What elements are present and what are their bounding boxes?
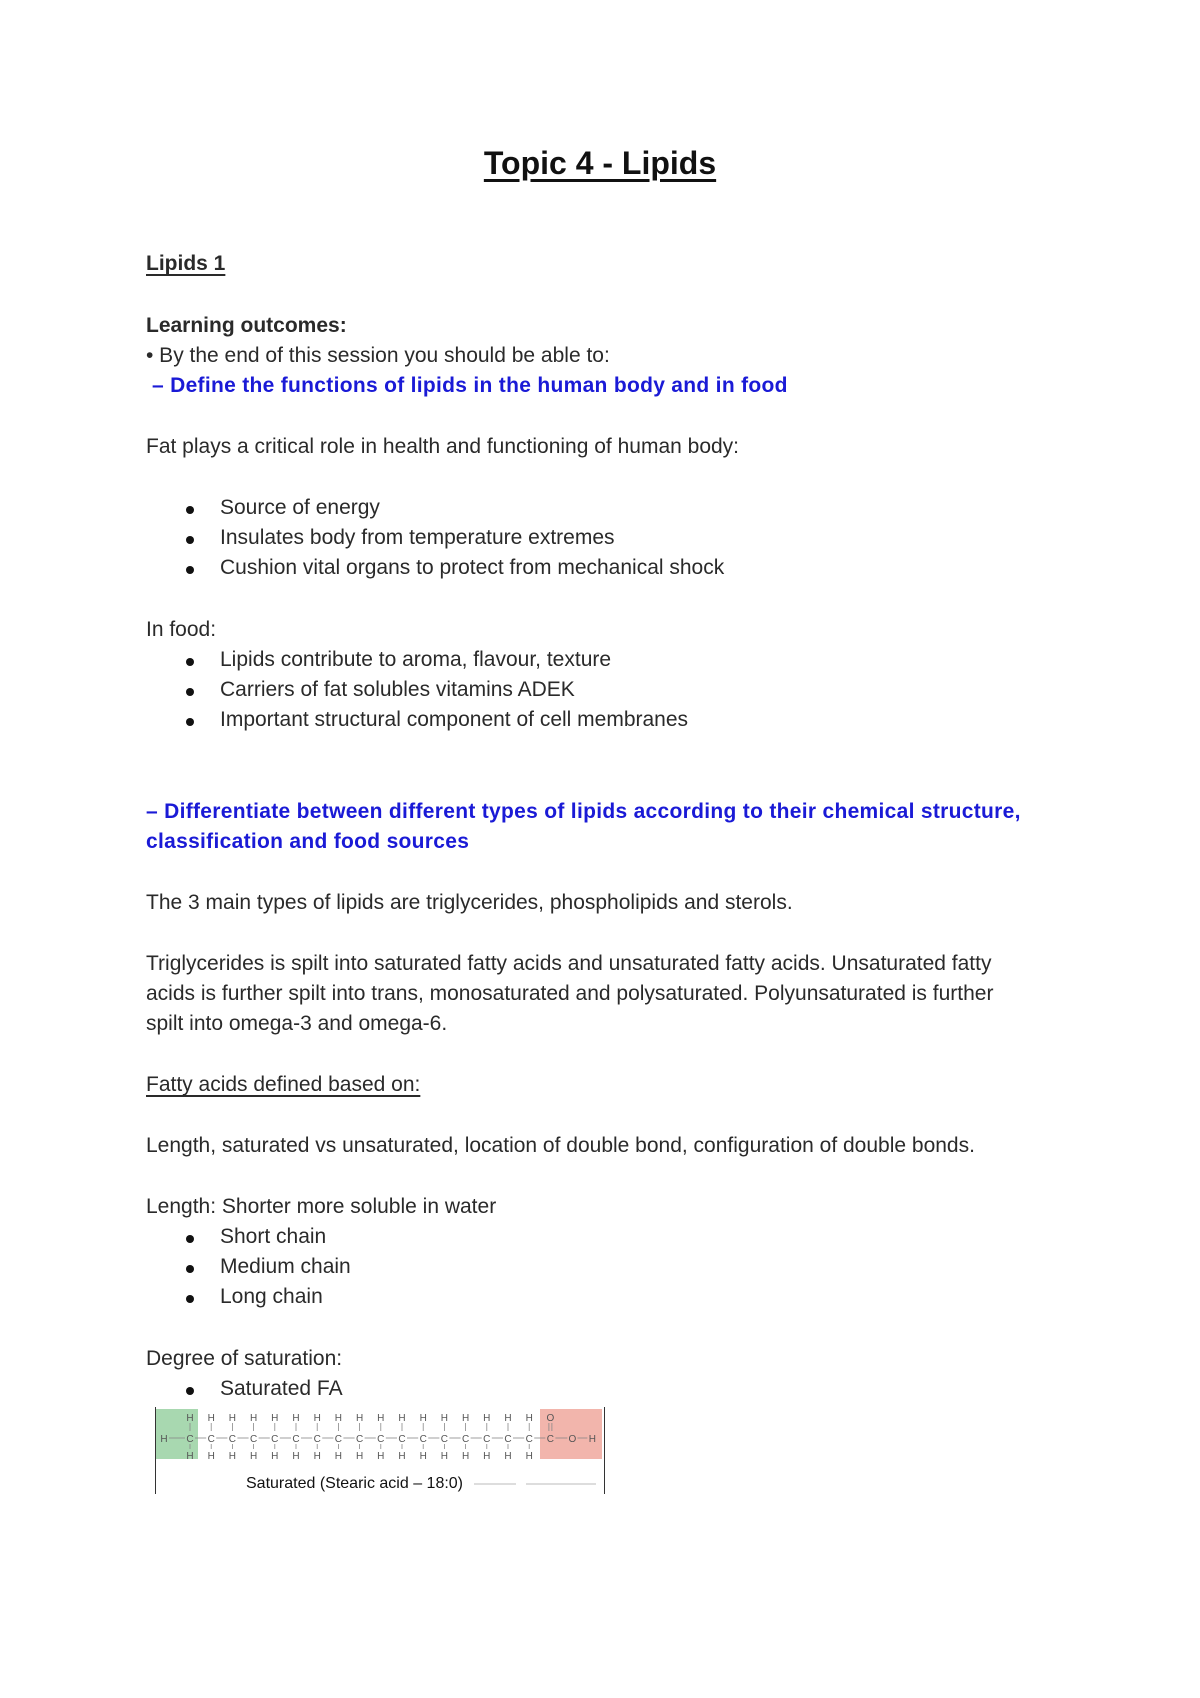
atom-h: H — [271, 1451, 279, 1462]
section-heading-lipids-1: Lipids 1 — [146, 252, 226, 275]
list-item: Medium chain — [220, 1255, 351, 1278]
list-item: Lipids contribute to aroma, flavour, texture — [220, 648, 612, 671]
atom-c: C — [355, 1434, 364, 1445]
fat-intro: Fat plays a critical role in health and functioning of human body: — [146, 435, 740, 458]
atom-h: H — [398, 1413, 406, 1424]
atom-o: O — [546, 1413, 555, 1424]
atom-h: H — [483, 1413, 491, 1424]
atom-h: H — [525, 1451, 533, 1462]
learning-outcomes-label: Learning outcomes: — [146, 314, 347, 337]
atom-h: H — [186, 1413, 194, 1424]
list-item: Long chain — [220, 1285, 323, 1308]
bullet-icon — [186, 536, 194, 544]
atom-c: C — [525, 1434, 533, 1445]
atom-h: H — [292, 1413, 300, 1424]
atom-h: H — [504, 1413, 512, 1424]
in-food-label: In food: — [146, 618, 217, 641]
list-item: Source of energy — [220, 496, 380, 519]
atom-h: H — [461, 1413, 470, 1424]
list-item: Important structural component of cell membranes — [220, 708, 689, 731]
atom-o: O — [568, 1434, 577, 1445]
atom-c: C — [271, 1434, 279, 1445]
outcome-2-line-1: – Differentiate between different types of lipids according to their chemical structure, — [146, 800, 1021, 823]
atom-h: H — [398, 1451, 406, 1462]
atom-h: H — [160, 1434, 168, 1445]
atom-c: C — [377, 1434, 385, 1445]
triglycerides-paragraph-line-1: Triglycerides is spilt into saturated fatty acids and unsaturated fatty acids. Unsaturated fatty — [146, 952, 992, 975]
atom-h: H — [334, 1413, 343, 1424]
atom-h: H — [292, 1451, 300, 1462]
atom-h: H — [440, 1451, 449, 1462]
atom-h: H — [249, 1413, 258, 1424]
bullet-icon — [186, 1265, 194, 1273]
atom-c: C — [398, 1434, 406, 1445]
bullet-icon — [186, 566, 194, 574]
atom-h: H — [228, 1413, 237, 1424]
atom-c: C — [292, 1434, 300, 1445]
atom-c: C — [504, 1434, 512, 1445]
intro-line: • By the end of this session you should be able to: — [146, 344, 610, 367]
bullet-icon — [186, 718, 194, 726]
list-item: Cushion vital organs to protect from mechanical shock — [220, 556, 725, 579]
atom-h: H — [313, 1413, 321, 1424]
diagram-caption: Saturated (Stearic acid – 18:0) — [246, 1475, 464, 1492]
main-types-paragraph: The 3 main types of lipids are triglycerides, phospholipids and sterols. — [146, 891, 793, 914]
atom-h: H — [419, 1451, 427, 1462]
list-item: Carriers of fat solubles vitamins ADEK — [220, 678, 575, 701]
atom-c: C — [249, 1434, 258, 1445]
list-item: Short chain — [220, 1225, 327, 1248]
bullet-icon — [186, 1387, 194, 1395]
atom-h: H — [207, 1451, 215, 1462]
atom-h: H — [419, 1413, 427, 1424]
bullet-icon — [186, 658, 194, 666]
atom-c: C — [207, 1434, 215, 1445]
list-item: Insulates body from temperature extremes — [220, 526, 615, 549]
atom-c: C — [228, 1434, 237, 1445]
bullet-icon — [186, 688, 194, 696]
bullet-icon — [186, 1295, 194, 1303]
outcome-2-line-2: classification and food sources — [146, 830, 470, 853]
atom-h: H — [271, 1413, 279, 1424]
atom-h: H — [461, 1451, 470, 1462]
atom-c: C — [419, 1434, 427, 1445]
atom-c: C — [546, 1434, 555, 1445]
list-item: Saturated FA — [220, 1377, 343, 1400]
atom-c: C — [334, 1434, 343, 1445]
atom-h: H — [249, 1451, 258, 1462]
atom-h: H — [588, 1434, 597, 1445]
atom-h: H — [355, 1451, 364, 1462]
atom-h: H — [504, 1451, 512, 1462]
saturation-label: Degree of saturation: — [146, 1347, 343, 1370]
length-label: Length: Shorter more soluble in water — [146, 1195, 497, 1218]
fatty-acids-criteria: Length, saturated vs unsaturated, location of double bond, configuration of double bonds. — [146, 1134, 975, 1157]
atom-c: C — [483, 1434, 491, 1445]
atom-h: H — [186, 1451, 194, 1462]
fatty-acids-heading: Fatty acids defined based on: — [146, 1073, 421, 1096]
atom-h: H — [483, 1451, 491, 1462]
atom-h: H — [207, 1413, 215, 1424]
outcome-1: – Define the functions of lipids in the human body and in food — [152, 374, 788, 397]
bullet-icon — [186, 506, 194, 514]
atom-h: H — [440, 1413, 449, 1424]
atom-h: H — [377, 1451, 385, 1462]
atom-h: H — [334, 1451, 343, 1462]
atom-h: H — [525, 1413, 533, 1424]
atom-c: C — [186, 1434, 194, 1445]
atom-h: H — [355, 1413, 364, 1424]
atom-h: H — [228, 1451, 237, 1462]
atom-c: C — [440, 1434, 449, 1445]
atom-h: H — [377, 1413, 385, 1424]
page-title: Topic 4 - Lipids — [483, 145, 717, 181]
atom-c: C — [313, 1434, 321, 1445]
atom-h: H — [313, 1451, 321, 1462]
triglycerides-paragraph-line-3: spilt into omega-3 and omega-6. — [146, 1012, 448, 1035]
stearic-acid-diagram — [155, 1407, 605, 1494]
bullet-icon — [186, 1235, 194, 1243]
triglycerides-paragraph-line-2: acids is further spilt into trans, monosaturated and polysaturated. Polyunsaturated is further — [146, 982, 994, 1005]
atom-c: C — [461, 1434, 470, 1445]
